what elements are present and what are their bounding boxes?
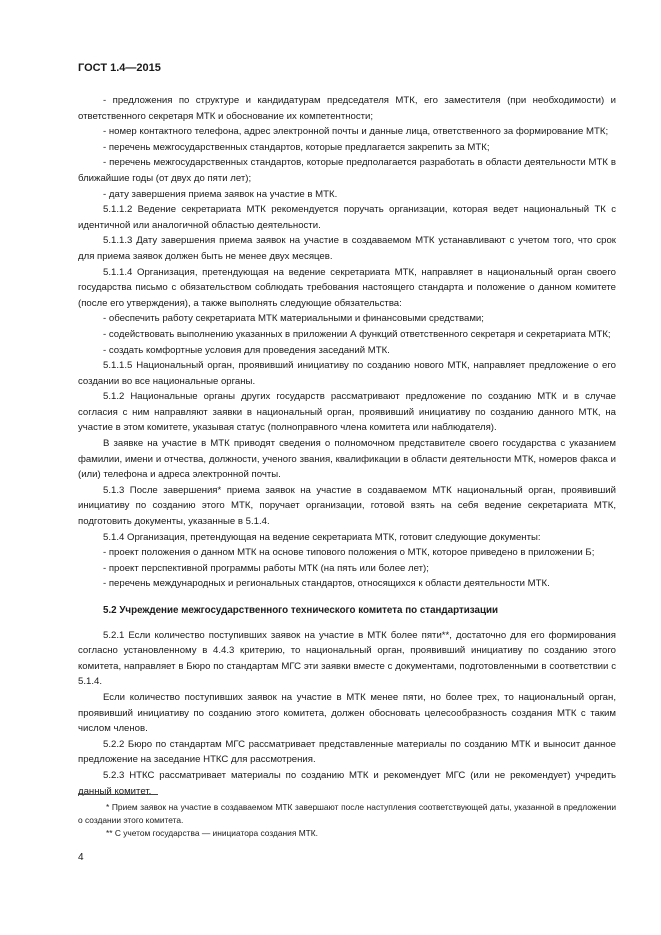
footnote: * Прием заявок на участие в создаваемом МТК завершают после наступления соответствующей даты, указанной в предложении о создании этого комитета. bbox=[78, 802, 616, 825]
list-item: - проект перспективной программы работы МТК (на пять или более лет); bbox=[103, 562, 429, 574]
clause-5-2-3: 5.2.3 НТКС рассматривает материалы по созданию МТК и рекомендует МГС (или не рекомендует) учредить данный комитет. bbox=[78, 769, 616, 797]
list-item: - обеспечить работу секретариата МТК материальными и финансовыми средствами; bbox=[103, 313, 484, 325]
list-item: - перечень международных и региональных стандартов, относящихся к области деятельности МТК. bbox=[103, 578, 550, 590]
paragraph: В заявке на участие в МТК приводят сведения о полномочном представителе своего государства с указанием фамилии, имени и отчества, должности, ученого звания, квалификации в области деятельности МТК, номеров факса и (или) телефона и адреса электронной почты. bbox=[78, 438, 616, 481]
section-heading: 5.2 Учреждение межгосударственного технического комитета по стандартизации bbox=[103, 605, 499, 616]
list-item: - создать комфортные условия для проведения заседаний МТК. bbox=[103, 344, 390, 356]
page-number: 4 bbox=[78, 852, 84, 863]
clause-5-1-3: 5.1.3 После завершения* приема заявок на участие в создаваемом МТК национальный орган, проявивший инициативу по созданию этого МТК, поручает организации, готовой взять на себя ведение секретариата МТК, подготовить документы, указанные в 5.1.4. bbox=[78, 484, 616, 528]
list-item: - перечень межгосударственных стандартов, которые предлагается закрепить за МТК; bbox=[103, 141, 490, 153]
list-item: - проект положения о данном МТК на основе типового положения о МТК, которое приведено в приложении Б; bbox=[103, 547, 595, 559]
footnote: ** С учетом государства — инициатора создания МТК. bbox=[106, 828, 319, 838]
document-header: ГОСТ 1.4—2015 bbox=[78, 62, 161, 74]
clause-5-1-1-4: 5.1.1.4 Организация, претендующая на ведение секретариата МТК, направляет в национальный орган своего государства письмо с обязательством соблюдать требования настоящего стандарта и положение о данном комитете (после его утверждения), а также выполнять следующие обязательства: bbox=[78, 266, 616, 309]
paragraph: Если количество поступивших заявок на участие в МТК менее пяти, но более трех, то национальный орган, проявивший инициативу по созданию этого комитета, должен обосновать целесообразность создания МТК с таким числом членов. bbox=[78, 691, 616, 735]
list-item: - перечень межгосударственных стандартов, которые предполагается разработать в области деятельности МТК в ближайшие годы (от двух до пяти лет); bbox=[78, 157, 616, 184]
footnote-divider bbox=[78, 794, 158, 795]
footnotes bbox=[78, 801, 616, 840]
clause-5-2-2: 5.2.2 Бюро по стандартам МГС рассматривает представленные материалы по созданию МТК и выносит данное предложение на заседание НТКС для рассмотрения. bbox=[78, 738, 616, 766]
list-item: - содействовать выполнению указанных в приложении А функций ответственного секретаря и секретариата МТК; bbox=[103, 328, 611, 340]
clause-5-1-4: 5.1.4 Организация, претендующая на ведение секретариата МТК, готовит следующие документы: bbox=[103, 531, 541, 543]
list-item: - дату завершения приема заявок на участие в МТК. bbox=[103, 188, 338, 200]
list-item: - номер контактного телефона, адрес электронной почты и данные лица, ответственного за формирование МТК; bbox=[103, 126, 609, 138]
list-item: - предложения по структуре и кандидатурам председателя МТК, его заместителя (при необходимости) и ответственного секретаря МТК и обоснование их компетентности; bbox=[78, 95, 616, 122]
clause-5-1-1-3: 5.1.1.3 Дату завершения приема заявок на участие в создаваемом МТК устанавливают с учетом того, что срок для приема заявок должен быть не менее двух месяцев. bbox=[78, 235, 616, 262]
document-body bbox=[78, 93, 616, 799]
clause-5-1-1-2: 5.1.1.2 Ведение секретариата МТК рекомендуется поручать организации, которая ведет национальный ТК с идентичной или аналогичной областью деятельности. bbox=[78, 204, 616, 231]
clause-5-2-1: 5.2.1 Если количество поступивших заявок на участие в МТК более пяти**, достаточно для его формирования согласно установленному в 4.4.3 критерию, то национальный орган, проявивший инициативу по созданию этого комитета, направляет в Бюро по стандартам МГС эти заявки вместе с документами, подготовленными в соответствии с 5.1.4. bbox=[78, 629, 616, 688]
clause-5-1-2: 5.1.2 Национальные органы других государств рассматривают предложение по созданию МТК и в случае согласия с ним направляют заявки в национальный орган, проявивший инициативу по созданию данного МТК, на участие в этом комитете, указывая статус (полноправного члена комитета или наблюдателя). bbox=[78, 391, 616, 434]
clause-5-1-1-5: 5.1.1.5 Национальный орган, проявивший инициативу по созданию нового МТК, направляет предложение о его создании во все национальные органы. bbox=[78, 360, 616, 387]
